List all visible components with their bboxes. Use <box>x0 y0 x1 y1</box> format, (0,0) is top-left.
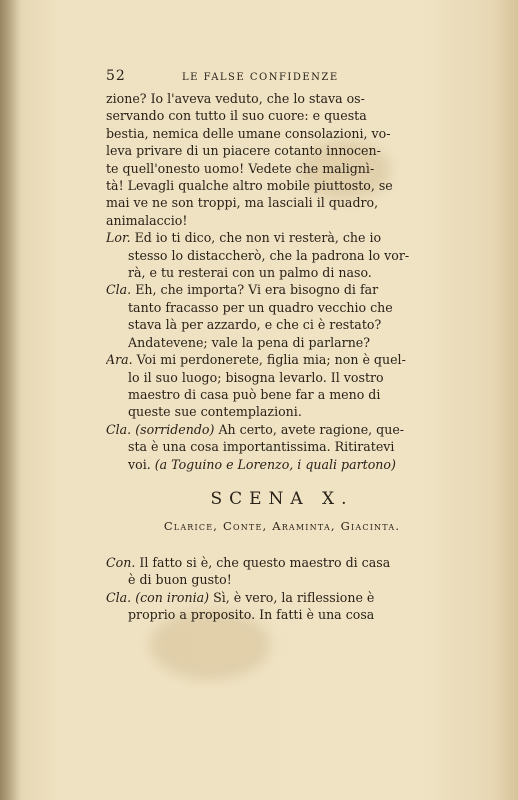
speaker-name: Cla. <box>106 282 132 298</box>
speaker-name: Cla. <box>106 421 132 437</box>
speech-araminta <box>106 351 458 421</box>
stage-direction: (sorridendo) <box>135 421 215 437</box>
text-line: sta è una cosa importantissima. Ritiratevi <box>128 439 395 455</box>
text-line: animalaccio! <box>106 212 188 228</box>
text-line: zione? Io l'aveva veduto, che lo stava os- <box>106 91 365 106</box>
speech-lorenzo <box>106 229 458 281</box>
page-header <box>106 68 458 90</box>
scene-characters: Clarice, Conte, Araminta, Giacinta. <box>163 519 401 534</box>
stage-direction: (con ironia) <box>135 589 210 605</box>
paragraph-continuation <box>106 90 458 229</box>
text-line: mai ve ne son troppi, ma lasciali il quadro, <box>106 195 379 211</box>
speech-conte <box>106 554 458 589</box>
gutter-shadow <box>0 0 22 800</box>
text-line: Eh, che importa? Vi era bisogno di far <box>135 282 379 298</box>
scene-title: SCENA X. <box>210 488 354 509</box>
text-line: queste sue contemplazioni. <box>128 404 302 420</box>
speech-clarice-3 <box>106 589 458 624</box>
text-block <box>106 68 458 623</box>
page-number: 52 <box>106 68 126 84</box>
text-line: servando con tutto il suo cuore: e questa <box>106 108 367 124</box>
text-line: tà! Levagli qualche altro mobile piuttosto, se <box>106 178 393 194</box>
speech-clarice-2 <box>106 421 458 473</box>
text-line: proprio a proposito. In fatti è una cosa <box>128 606 375 622</box>
text-line: stesso lo distaccherò, che la padrona lo vor- <box>128 247 410 263</box>
speech-clarice-1 <box>106 281 458 351</box>
running-title: LE FALSE CONFIDENZE <box>182 72 339 83</box>
text-line: rà, e tu resterai con un palmo di naso. <box>128 265 372 281</box>
text-line: Sì, è vero, la riflessione è <box>213 589 375 605</box>
speaker-name: Ara. <box>106 352 133 368</box>
text-line: maestro di casa può bene far a meno di <box>128 386 381 402</box>
speaker-name: Cla. <box>106 589 132 605</box>
text-line: lo il suo luogo; bisogna levarlo. Il vostro <box>128 369 384 385</box>
text-line: Voi mi perdonerete, figlia mia; non è quel- <box>136 352 406 368</box>
speaker-name: Lor. <box>106 230 131 246</box>
text-line: Il fatto si è, che questo maestro di casa <box>139 554 391 570</box>
stage-direction: (a Toguino e Lorenzo, i quali partono) <box>154 456 396 472</box>
text-line: bestia, nemica delle umane consolazioni, vo- <box>106 125 391 141</box>
text-line: te quell'onesto uomo! Vedete che malignì- <box>106 160 375 176</box>
text-line: Ah certo, avete ragione, que- <box>218 421 405 437</box>
text-line: Andatevene; vale la pena di parlarne? <box>128 334 371 350</box>
text-line: stava là per azzardo, e che ci è restato? <box>128 317 382 333</box>
text-line: leva privare di un piacere cotanto innocen- <box>106 143 381 159</box>
speaker-name: Con. <box>106 554 136 570</box>
text-line: Ed io ti dico, che non vi resterà, che io <box>134 230 382 246</box>
text-line: tanto fracasso per un quadro vecchio che <box>128 299 393 315</box>
text-line: è di buon gusto! <box>128 572 232 588</box>
text-line: voi. <box>128 456 151 472</box>
